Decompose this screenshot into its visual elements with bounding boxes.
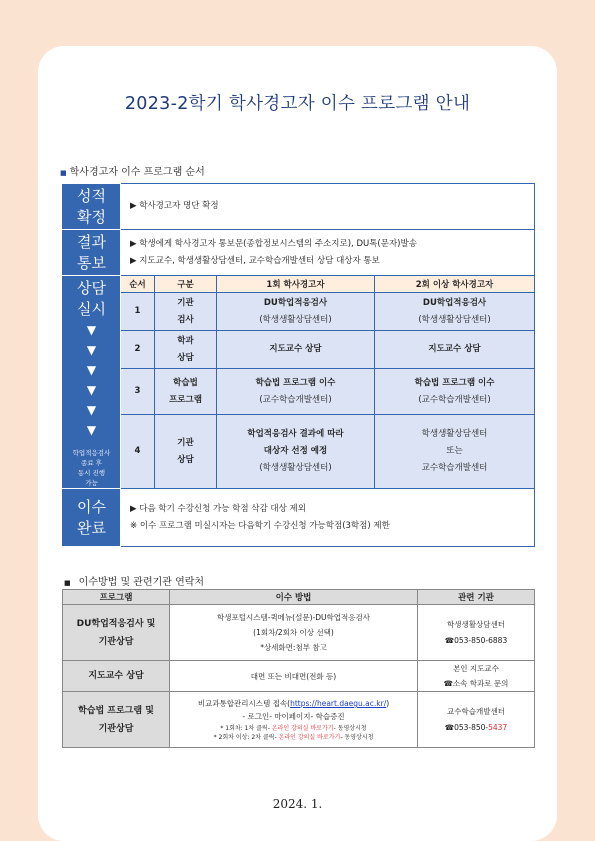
step-counseling: 상담 실시 ▼ ▼ ▼ ▼ ▼ ▼ 학업적응검사 종료 후 동시 진행 가능 <box>63 276 121 489</box>
section-heading-order: ■ 학사경고자 이수 프로그램 순서 <box>60 167 205 178</box>
table-row: 학습법 프로그램 및 기관상담 비교과통합관리시스템 접속(https://heart.daegu.ac.kr/) - 로그인- 마이페이지- 학습증진 * 1회차: 1차 클릭- 온라인 강의실 바로가기- 동영상시청 * 2회차 이상: 2차 클릭- 온라인 강의실 바로가기- 동영상시청 교수학습개발센터 ☎053-850-5437 <box>63 692 535 748</box>
square-bullet-icon: ■ <box>64 579 71 587</box>
down-arrow-icon: ▼ <box>86 403 97 417</box>
issue-date: 2024. 1. <box>272 797 323 811</box>
step-result-notice: 결과 통보 <box>63 230 121 276</box>
step-grade-confirm-desc: ▶ 학사경고자 명단 확정 <box>121 184 535 230</box>
program-order-table <box>62 183 535 547</box>
down-arrow-icon: ▼ <box>86 343 97 357</box>
step-completion: 이수 완료 <box>63 489 121 547</box>
down-arrow-icon: ▼ <box>86 323 97 337</box>
step-completion-desc: ▶ 다음 학기 수강신청 가능 학점 삭감 대상 제외 ※ 이수 프로그램 미실시자는 다음학기 수강신청 가능학점(3학점) 제한 <box>121 489 535 547</box>
section-heading-methods: ■ 이수방법 및 관련기관 연락처 <box>64 577 205 588</box>
counsel-row: 2 학과 상담 지도교수 상담 지도교수 상담 <box>63 331 535 369</box>
col-header-order: 순서 <box>121 276 155 293</box>
down-arrow-icon: ▼ <box>86 363 97 377</box>
counsel-row: 3 학습법 프로그램 학습법 프로그램 이수 (교수학습개발센터) 학습법 프로그램 이수 (교수학습개발센터) <box>63 369 535 415</box>
col-header-method: 이수 방법 <box>170 590 418 605</box>
heart-portal-link[interactable]: https://heart.daegu.ac.kr/ <box>290 699 387 708</box>
col-header-office: 관련 기관 <box>418 590 535 605</box>
table-row: DU학업적응검사 및 기관상담 학생포털시스템-퀵메뉴(설문)-DU학업적응검사 (1회차/2회차 이상 선택) *상세화면:첨부 참고 학생생활상담센터 ☎053-850-6883 <box>63 605 535 661</box>
col-header-second: 2회 이상 학사경고자 <box>375 276 535 293</box>
counsel-row: 1 기관 검사 DU학업적응검사 (학생생활상담센터) DU학업적응검사 (학생생활상담센터) <box>63 293 535 331</box>
simultaneous-note: 학업적응검사 종료 후 동시 진행 가능 <box>72 449 111 487</box>
square-bullet-icon: ■ <box>60 169 67 177</box>
down-arrow-icon: ▼ <box>86 383 97 397</box>
col-header-first: 1회 학사경고자 <box>217 276 375 293</box>
step-result-notice-desc: ▶ 학생에게 학사경고자 통보문(종합정보시스템의 주소지로), DU톡(문자)발송 ▶ 지도교수, 학생생활상담센터, 교수학습개발센터 상담 대상자 통보 <box>121 230 535 276</box>
counsel-row: 4 기관 상담 학업적응검사 결과에 따라 대상자 선정 예정 (학생생활상담센터) 학생생활상담센터 또는 교수학습개발센터 <box>63 415 535 489</box>
col-header-type: 구분 <box>155 276 217 293</box>
methods-header-row <box>63 590 535 605</box>
step-grade-confirm: 성적 확정 <box>63 184 121 230</box>
col-header-program: 프로그램 <box>63 590 170 605</box>
page-title: 2023-2학기 학사경고자 이수 프로그램 안내 <box>124 94 471 114</box>
down-arrow-icon: ▼ <box>86 423 97 437</box>
table-row: 지도교수 상담 대면 또는 비대면(전화 등) 본인 지도교수 ☎소속 학과로 문의 <box>63 661 535 692</box>
methods-table <box>62 589 535 748</box>
